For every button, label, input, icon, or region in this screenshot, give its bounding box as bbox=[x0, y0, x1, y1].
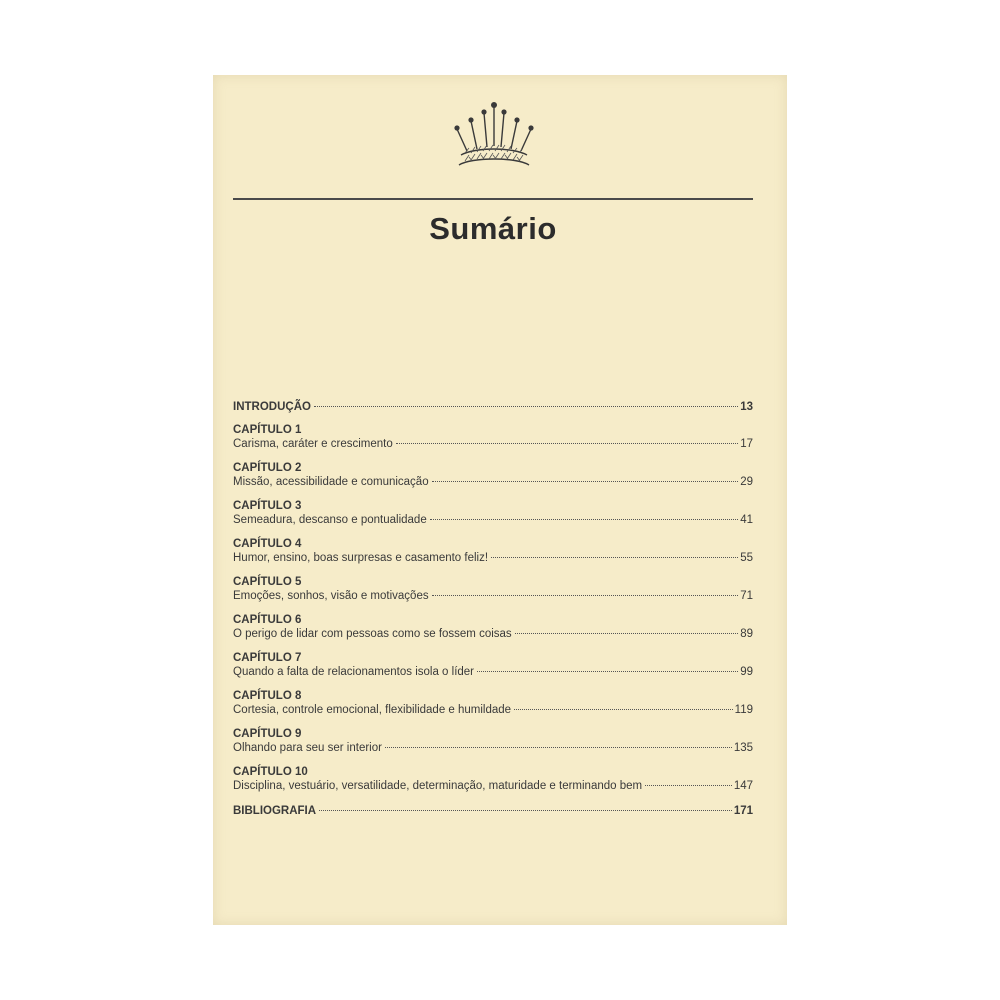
page-number: 171 bbox=[733, 805, 753, 817]
toc-chapter-2 bbox=[233, 462, 753, 490]
table-of-contents bbox=[233, 400, 753, 819]
chapter-label: CAPÍTULO 4 bbox=[233, 538, 302, 550]
toc-chapter-9 bbox=[233, 728, 753, 756]
chapter-title: Humor, ensino, boas surpresas e casamento feliz! bbox=[233, 552, 489, 564]
chapter-title: Cortesia, controle emocional, flexibilidade e humildade bbox=[233, 704, 512, 716]
toc-entry-introduction bbox=[233, 400, 753, 415]
page-number: 17 bbox=[740, 438, 753, 450]
chapter-title: Emoções, sonhos, visão e motivações bbox=[233, 590, 429, 602]
page-number: 41 bbox=[740, 514, 753, 526]
chapter-label: CAPÍTULO 3 bbox=[233, 500, 302, 512]
chapter-title: Semeadura, descanso e pontualidade bbox=[233, 514, 427, 526]
chapter-title: O perigo de lidar com pessoas como se fossem coisas bbox=[233, 628, 512, 640]
toc-chapter-8 bbox=[233, 690, 753, 718]
chapter-title: Quando a falta de relacionamentos isola o líder bbox=[233, 666, 475, 678]
chapter-title: Missão, acessibilidade e comunicação bbox=[233, 476, 429, 488]
dot-leader bbox=[645, 785, 732, 786]
dot-leader bbox=[515, 633, 739, 634]
chapter-label: CAPÍTULO 8 bbox=[233, 690, 302, 702]
toc-chapter-5 bbox=[233, 576, 753, 604]
dot-leader bbox=[432, 595, 739, 596]
page-number: 71 bbox=[740, 590, 753, 602]
chapter-title: Disciplina, vestuário, versatilidade, determinação, maturidade e terminando bem bbox=[233, 780, 643, 792]
page-number: 99 bbox=[740, 666, 753, 678]
page-number: 55 bbox=[740, 552, 753, 564]
page-number: 135 bbox=[733, 742, 753, 754]
toc-chapter-6 bbox=[233, 614, 753, 642]
page-number: 119 bbox=[734, 704, 753, 716]
toc-chapter-3 bbox=[233, 500, 753, 528]
title-rule bbox=[233, 198, 753, 200]
chapter-label: CAPÍTULO 5 bbox=[233, 576, 302, 588]
entry-label: BIBLIOGRAFIA bbox=[233, 805, 317, 817]
page-number: 13 bbox=[740, 401, 753, 413]
page-number: 147 bbox=[733, 780, 753, 792]
chapter-label: CAPÍTULO 9 bbox=[233, 728, 302, 740]
entry-label: INTRODUÇÃO bbox=[233, 401, 311, 413]
toc-chapter-7 bbox=[233, 652, 753, 680]
crown-icon bbox=[451, 99, 537, 169]
toc-chapter-4 bbox=[233, 538, 753, 566]
dot-leader bbox=[314, 406, 738, 407]
chapter-label: CAPÍTULO 10 bbox=[233, 766, 308, 778]
toc-chapter-1 bbox=[233, 424, 753, 452]
toc-chapter-10 bbox=[233, 766, 753, 794]
chapter-label: CAPÍTULO 2 bbox=[233, 462, 302, 474]
chapter-label: CAPÍTULO 6 bbox=[233, 614, 302, 626]
dot-leader bbox=[430, 519, 738, 520]
dot-leader bbox=[491, 557, 738, 558]
page-number: 29 bbox=[740, 476, 753, 488]
book-page bbox=[213, 75, 787, 925]
chapter-label: CAPÍTULO 1 bbox=[233, 424, 302, 436]
page-number: 89 bbox=[740, 628, 753, 640]
dot-leader bbox=[514, 709, 733, 710]
toc-entry-bibliography bbox=[233, 804, 753, 819]
chapter-label: CAPÍTULO 7 bbox=[233, 652, 302, 664]
page-title: Sumário bbox=[429, 211, 557, 246]
dot-leader bbox=[319, 810, 732, 811]
chapter-title: Carisma, caráter e crescimento bbox=[233, 438, 393, 450]
dot-leader bbox=[477, 671, 738, 672]
dot-leader bbox=[432, 481, 739, 482]
chapter-title: Olhando para seu ser interior bbox=[233, 742, 382, 754]
dot-leader bbox=[385, 747, 732, 748]
dot-leader bbox=[396, 443, 738, 444]
